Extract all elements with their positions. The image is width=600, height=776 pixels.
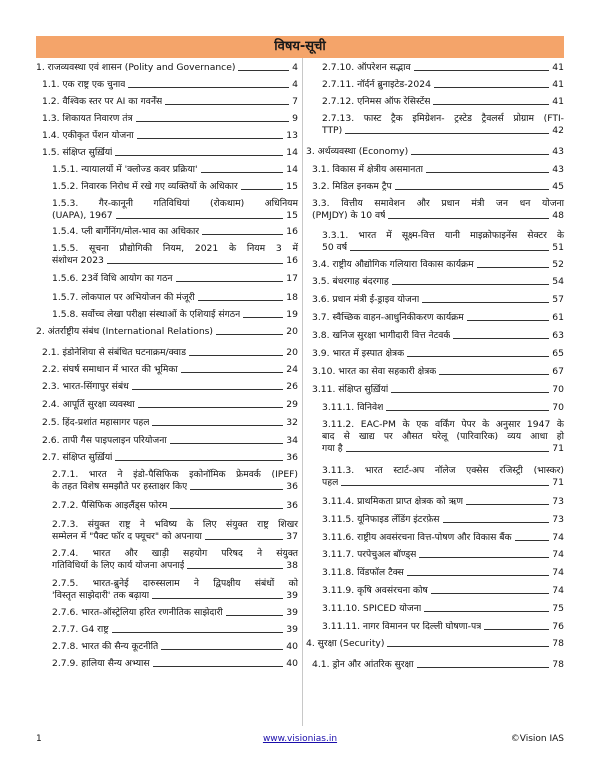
toc-entry[interactable]: [322, 465, 564, 489]
toc-entry[interactable]: [322, 585, 564, 597]
toc-leader: [170, 508, 283, 509]
toc-entry-text: 2.6. तापी गैस पाइपलाइन परियोजना: [42, 435, 167, 446]
toc-page-number: 24: [286, 364, 298, 375]
toc-entry[interactable]: [52, 164, 298, 176]
toc-entry[interactable]: [312, 259, 564, 271]
toc-entry[interactable]: [52, 309, 298, 321]
toc-entry[interactable]: [306, 638, 564, 650]
toc-page-number: 36: [286, 481, 298, 492]
toc-entry[interactable]: [52, 273, 298, 285]
toc-entry-text: 2.7.5. भारत-ब्रुनेई दारुस्सलाम ने द्विपक्षीय संबंधों को: [52, 578, 298, 589]
toc-entry[interactable]: [322, 549, 564, 561]
toc-entry-text: 1.5. संक्षिप्त सुर्ख़ियां: [42, 147, 113, 158]
toc-page-number: 48: [552, 210, 564, 221]
toc-page-number: 73: [552, 496, 564, 507]
toc-leader: [153, 666, 284, 667]
toc-entry-text: 3.11. संक्षिप्त सुर्ख़ियां: [312, 384, 389, 395]
toc-entry-text: 2.7.13. फास्ट ट्रैक इमिग्रेशन- ट्रस्टेड ट्रैवलर्स प्रोग्राम (FTI-: [322, 113, 564, 124]
toc-page-number: 78: [552, 638, 564, 649]
toc-entry-text: 2.4. आपूर्ति सुरक्षा व्यवस्था: [42, 399, 135, 410]
toc-entry-text: 2.7.1. भारत ने इंडो-पैसिफिक इकोनॉमिक फ्रेमवर्क (IPEF): [52, 469, 298, 480]
toc-entry[interactable]: [312, 312, 564, 324]
toc-entry[interactable]: [42, 96, 298, 108]
toc-leader: [216, 334, 283, 335]
toc-entry-text: पहल: [322, 477, 339, 488]
toc-entry-text: 4.1. ड्रोन और आंतरिक सुरक्षा: [312, 659, 414, 670]
toc-entry-text: 2.7.10. ऑपरेशन सद्भाव: [322, 62, 411, 73]
toc-entry-text: 3. अर्थव्यवस्था (Economy): [306, 146, 409, 157]
toc-leader: [341, 485, 549, 486]
toc-entry-text: 2.7.2. पैसिफिक आइलैंड्स फोरम: [52, 500, 168, 511]
toc-page-number: 14: [286, 164, 298, 175]
toc-leader: [426, 172, 549, 173]
toc-entry-text: 3.11.4. प्राथमिकता प्राप्त क्षेत्रक को ऋण: [322, 496, 464, 507]
toc-entry-text: 3.11.3. भारत स्टार्ट-अप नॉलेज एक्सेस रजिस्ट्री (भास्कर): [322, 465, 564, 476]
toc-entry[interactable]: [42, 347, 298, 359]
toc-entry[interactable]: [42, 113, 298, 125]
toc-leader: [411, 154, 549, 155]
toc-leader: [243, 317, 283, 318]
toc-page-number: 14: [286, 147, 298, 158]
toc-page-number: 38: [286, 560, 298, 571]
toc-leader: [241, 189, 284, 190]
toc-entry-text: गया है: [322, 443, 343, 454]
toc-entry-text: 3.11.1. विनिवेश: [322, 402, 384, 413]
toc-entry[interactable]: [42, 452, 298, 464]
toc-leader: [190, 489, 283, 490]
toc-page-number: 74: [552, 532, 564, 543]
copyright: ©Vision IAS: [510, 734, 564, 744]
toc-entry-text: 3.5. बंधरगाह बंदरगाह: [312, 276, 389, 287]
toc-entry[interactable]: [52, 226, 298, 238]
toc-entry[interactable]: [42, 381, 298, 393]
toc-entry-text: 1.5.5. सूचना प्रौद्योगिकी नियम, 2021 के नियम 3 में: [52, 243, 298, 254]
toc-entry[interactable]: [52, 243, 298, 267]
toc-entry-text: 3.11.5. यूनिफाइड लेंडिंग इंटरफ़ेस: [322, 514, 440, 525]
toc-page-number: 17: [286, 273, 298, 284]
toc-right-column: [306, 58, 564, 726]
toc-page-number: 43: [552, 164, 564, 175]
toc-entry[interactable]: [312, 348, 564, 360]
toc-title: विषय-सूची: [36, 36, 564, 58]
toc-page-number: 18: [286, 292, 298, 303]
toc-leader: [467, 320, 550, 321]
toc-entry[interactable]: [322, 532, 564, 544]
toc-entry[interactable]: [322, 113, 564, 137]
toc-entry-text: 'विस्तृत साझेदारी' तक बढ़ाया: [52, 590, 150, 601]
toc-entry-text: 1.5.8. सर्वोच्च लेखा परीक्षा संस्थाओं के एशियाई संगठन: [52, 309, 241, 320]
toc-leader: [417, 667, 550, 668]
toc-leader: [434, 87, 549, 88]
toc-leader: [198, 300, 284, 301]
toc-leader: [205, 539, 283, 540]
toc-entry[interactable]: [36, 62, 298, 74]
page-footer: [36, 734, 564, 746]
toc-entry[interactable]: [36, 326, 298, 338]
toc-entry[interactable]: [52, 658, 298, 670]
toc-entry[interactable]: [322, 402, 564, 414]
toc-entry-text: 3.11.7. परपेचुअल बॉण्ड्स: [322, 549, 417, 560]
toc-leader: [484, 629, 549, 630]
toc-entry-text: 1.5.2. निवारक निरोध में रखे गए व्यक्तियों के अधिकार: [52, 181, 238, 192]
toc-entry-text: 4. सुरक्षा (Security): [306, 638, 385, 649]
toc-leader: [136, 121, 290, 122]
toc-leader: [386, 410, 549, 411]
toc-page-number: 39: [286, 590, 298, 601]
toc-page-number: 41: [552, 62, 564, 73]
toc-entry-text: 2.1. इंडोनेशिया से संबंधित घटनाक्रम/क्वाड: [42, 347, 186, 358]
toc-entry[interactable]: [52, 519, 298, 543]
toc-entry-text: 1.5.6. 23वें विधि आयोग का गठन: [52, 273, 173, 284]
toc-entry-text: 3.11.10. SPICED योजना: [322, 603, 422, 614]
toc-entry-text: 3.3.1. भारत में सूक्ष्म-वित्त यानी माइक्रोफाइनेंस सेक्टर के: [322, 230, 564, 241]
toc-entry[interactable]: [322, 621, 564, 633]
toc-entry[interactable]: [312, 294, 564, 306]
toc-entry-text: 3.7. स्वैच्छिक वाहन-आधुनिकीकरण कार्यक्रम: [312, 312, 464, 323]
toc-entry[interactable]: [52, 624, 298, 636]
toc-entry-text: 50 वर्ष: [322, 242, 348, 253]
toc-entry-text: संशोधन 2023: [52, 255, 104, 266]
toc-page-number: 7: [292, 96, 298, 107]
toc-page-number: 43: [552, 146, 564, 157]
toc-leader: [422, 302, 549, 303]
toc-leader: [477, 267, 550, 268]
toc-entry[interactable]: [322, 230, 564, 254]
toc-entry[interactable]: [322, 567, 564, 579]
toc-page: [36, 36, 564, 726]
toc-page-number: 4: [292, 62, 298, 73]
toc-page-number: 9: [292, 113, 298, 124]
toc-entry-text: 2. अंतर्राष्ट्रीय संबंध (International Relations): [36, 326, 214, 337]
toc-page-number: 74: [552, 585, 564, 596]
toc-leader: [414, 70, 550, 71]
toc-leader: [138, 407, 284, 408]
toc-leader: [439, 374, 549, 375]
toc-entry[interactable]: [312, 164, 564, 176]
toc-page-number: 61: [552, 312, 564, 323]
toc-entry-text: (PMJDY) के 10 वर्ष: [312, 210, 386, 221]
toc-entry-text: के तहत विशेष समझौते पर हस्ताक्षर किए: [52, 481, 188, 492]
toc-page-number: 65: [552, 348, 564, 359]
toc-page-number: 15: [286, 210, 298, 221]
toc-page-number: 15: [286, 181, 298, 192]
toc-entry[interactable]: [42, 130, 298, 142]
toc-page-number: 19: [286, 309, 298, 320]
toc-entry-text: 2.3. भारत-सिंगापुर संबंध: [42, 381, 129, 392]
toc-page-number: 73: [552, 514, 564, 525]
toc-page-number: 71: [552, 477, 564, 488]
toc-page-number: 71: [552, 443, 564, 454]
toc-entry[interactable]: [312, 198, 564, 222]
toc-entry-text: 1.5.1. न्यायालयों में 'क्लोज्ड कवर प्रक्रिया': [52, 164, 198, 175]
toc-entry[interactable]: [42, 435, 298, 447]
toc-entry[interactable]: [312, 659, 564, 671]
toc-page-number: 41: [552, 79, 564, 90]
toc-page-number: 4: [292, 79, 298, 90]
toc-entry-text: 2.5. हिंद-प्रशांत महासागर पहल: [42, 417, 150, 428]
toc-leader: [391, 392, 549, 393]
toc-entry[interactable]: [52, 469, 298, 493]
toc-entry[interactable]: [42, 417, 298, 429]
toc-leader: [345, 133, 549, 134]
toc-entry-text: 3.11.11. नागर विमानन पर दिल्ली घोषणा-पत्र: [322, 621, 482, 632]
toc-page-number: 39: [286, 624, 298, 635]
toc-leader: [187, 568, 283, 569]
toc-entry[interactable]: [42, 364, 298, 376]
toc-entry[interactable]: [52, 198, 298, 222]
toc-entry-text: 1.4. एकीकृत पेंशन योजना: [42, 130, 134, 141]
toc-page-number: 70: [552, 384, 564, 395]
toc-leader: [116, 218, 284, 219]
toc-entry[interactable]: [322, 496, 564, 508]
toc-page-number: 34: [286, 435, 298, 446]
toc-leader: [112, 632, 284, 633]
toc-entry[interactable]: [312, 181, 564, 193]
toc-entry[interactable]: [42, 147, 298, 159]
toc-leader: [176, 281, 284, 282]
toc-entry-text: 3.4. राष्ट्रीय औद्योगिक गलियारा विकास कार्यक्रम: [312, 259, 474, 270]
toc-entry-text: 1.5.3. गैर-कानूनी गतिविधियां (रोकथाम) अधिनियम: [52, 198, 298, 209]
toc-entry-text: (UAPA), 1967: [52, 210, 113, 221]
toc-page-number: 32: [286, 417, 298, 428]
toc-page-number: 36: [286, 452, 298, 463]
toc-entry[interactable]: [52, 578, 298, 602]
toc-leader: [388, 218, 549, 219]
toc-page-number: 54: [552, 276, 564, 287]
toc-leader: [431, 593, 549, 594]
toc-leader: [433, 104, 549, 105]
toc-page-number: 39: [286, 607, 298, 618]
toc-page-number: 63: [552, 330, 564, 341]
toc-page-number: 42: [552, 125, 564, 136]
toc-leader: [115, 460, 283, 461]
toc-entry-text: 3.6. प्रधान मंत्री ई-ड्राइव योजना: [312, 294, 420, 305]
toc-entry-text: 2.7.7. G4 राष्ट्र: [52, 624, 109, 635]
toc-entry-text: 3.11.8. विंडफॉल टैक्स: [322, 567, 404, 578]
toc-page-number: 75: [552, 603, 564, 614]
toc-leader: [515, 540, 550, 541]
toc-entry[interactable]: [52, 607, 298, 619]
toc-entry-text: 1. राजव्यवस्था एवं शासन (Polity and Governance): [36, 62, 236, 73]
toc-page-number: 20: [286, 326, 298, 337]
toc-leader: [453, 338, 549, 339]
toc-page-number: 16: [286, 226, 298, 237]
toc-entry-text: 3.10. भारत का सेवा सहकारी क्षेत्रक: [312, 366, 437, 377]
toc-page-number: 26: [286, 381, 298, 392]
toc-leader: [395, 189, 550, 190]
toc-page-number: 57: [552, 294, 564, 305]
toc-entry-text: 2.2. संघर्ष समाधान में भारत की भूमिका: [42, 364, 178, 375]
toc-leader: [419, 557, 549, 558]
toc-entry[interactable]: [312, 366, 564, 378]
toc-leader: [407, 575, 549, 576]
toc-leader: [466, 504, 549, 505]
toc-entry-text: 3.9. भारत में इस्पात क्षेत्रक: [312, 348, 405, 359]
toc-page-number: 13: [286, 130, 298, 141]
toc-page-number: 41: [552, 96, 564, 107]
toc-entry-text: 2.7.4. भारत और खाड़ी सहयोग परिषद ने संयुक्त: [52, 548, 298, 559]
toc-entry[interactable]: [322, 603, 564, 615]
toc-page-number: 51: [552, 242, 564, 253]
toc-entry-text: बाद से खाद्य पर औसत घरेलू (पारिवारिक) व्यय आधा हो: [322, 431, 564, 442]
toc-leader: [387, 646, 549, 647]
toc-page-number: 76: [552, 621, 564, 632]
toc-page-number: 37: [286, 531, 298, 542]
toc-leader: [392, 284, 550, 285]
toc-leader: [107, 263, 283, 264]
toc-entry[interactable]: [52, 181, 298, 193]
toc-entry-text: 2.7.9. हालिया सैन्य अभ्यास: [52, 658, 150, 669]
website-link[interactable]: www.visionias.in: [262, 734, 338, 744]
toc-entry[interactable]: [52, 641, 298, 653]
toc-page-number: 36: [286, 500, 298, 511]
toc-entry-text: 1.2. वैश्विक स्तर पर AI का गवर्नेंस: [42, 96, 163, 107]
toc-page-number: 74: [552, 567, 564, 578]
toc-entry-text: 1.5.7. लोकपाल पर अभियोजन की मंजूरी: [52, 292, 195, 303]
toc-left-column: [36, 58, 298, 726]
toc-leader: [189, 355, 283, 356]
toc-page-number: 52: [552, 259, 564, 270]
toc-entry-text: 3.3. वित्तीय समावेशन और प्रधान मंत्री जन धन योजना: [312, 198, 564, 209]
column-divider: [302, 58, 303, 726]
toc-leader: [202, 234, 283, 235]
toc-leader: [128, 87, 289, 88]
toc-page-number: 29: [286, 399, 298, 410]
toc-leader: [201, 172, 284, 173]
toc-leader: [161, 649, 283, 650]
toc-leader: [424, 611, 549, 612]
toc-leader: [443, 522, 550, 523]
toc-leader: [152, 598, 283, 599]
toc-entry-text: सम्मेलन में "पैक्ट फॉर द फ्यूचर" को अपनाया: [52, 531, 202, 542]
toc-leader: [170, 443, 284, 444]
toc-entry-text: 3.8. खनिज सुरक्षा भागीदारी वित्त नेटवर्क: [312, 330, 451, 341]
toc-page-number: 40: [286, 641, 298, 652]
toc-entry[interactable]: [52, 500, 298, 512]
toc-leader: [115, 155, 283, 156]
toc-entry[interactable]: [42, 79, 298, 91]
toc-columns: [36, 58, 564, 726]
toc-leader: [181, 372, 284, 373]
toc-page-number: 70: [552, 402, 564, 413]
toc-page-number: 74: [552, 549, 564, 560]
toc-entry[interactable]: [52, 548, 298, 572]
toc-leader: [226, 615, 284, 616]
toc-entry[interactable]: [322, 96, 564, 108]
toc-entry-text: 2.7.11. नॉर्दर्न ब्रुनाइटेड-2024: [322, 79, 431, 90]
toc-entry[interactable]: [42, 399, 298, 411]
toc-entry-text: 3.11.9. कृषि अवसंरचना कोष: [322, 585, 428, 596]
toc-entry-text: 1.3. शिकायत निवारण तंत्र: [42, 113, 133, 124]
toc-entry-text: 1.1. एक राष्ट्र एक चुनाव: [42, 79, 126, 90]
toc-entry[interactable]: [306, 146, 564, 158]
toc-page-number: 20: [286, 347, 298, 358]
toc-leader: [407, 356, 549, 357]
toc-entry-text: 3.11.2. EAC-PM के एक वर्किंग पेपर के अनुसार 1947 के: [322, 419, 564, 430]
toc-leader: [238, 70, 289, 71]
toc-entry-text: 1.5.4. प्ली बार्गेनिंग/मोल-भाव का अधिकार: [52, 226, 200, 237]
toc-entry[interactable]: [322, 419, 564, 455]
page-number: 1: [36, 734, 42, 744]
toc-entry-text: 2.7.3. संयुक्त राष्ट्र ने भविष्य के लिए संयुक्त राष्ट्र शिखर: [52, 519, 298, 530]
toc-leader: [346, 451, 550, 452]
toc-leader: [137, 138, 284, 139]
toc-leader: [152, 425, 283, 426]
toc-page-number: 16: [286, 255, 298, 266]
toc-page-number: 45: [552, 181, 564, 192]
toc-entry[interactable]: [322, 62, 564, 74]
toc-leader: [132, 389, 284, 390]
toc-entry-text: TTP): [322, 125, 343, 136]
toc-page-number: 78: [552, 659, 564, 670]
toc-entry-text: 3.2. मिडिल इनकम ट्रैप: [312, 181, 392, 192]
toc-entry-text: 2.7. संक्षिप्त सुर्ख़ियां: [42, 452, 113, 463]
toc-entry[interactable]: [322, 514, 564, 526]
toc-entry[interactable]: [52, 292, 298, 304]
toc-entry-text: 3.11.6. राष्ट्रीय अवसंरचना वित्त-पोषण और विकास बैंक: [322, 532, 512, 543]
toc-entry-text: 2.7.12. एनिमस ऑफ रेसिस्टेंस: [322, 96, 431, 107]
toc-entry[interactable]: [312, 384, 564, 396]
toc-entry-text: 3.1. विकास में क्षेत्रीय असमानता: [312, 164, 424, 175]
toc-entry[interactable]: [312, 276, 564, 288]
toc-leader: [350, 250, 549, 251]
toc-entry[interactable]: [312, 330, 564, 342]
toc-entry[interactable]: [322, 79, 564, 91]
toc-leader: [165, 104, 289, 105]
toc-page-number: 67: [552, 366, 564, 377]
toc-page-number: 40: [286, 658, 298, 669]
toc-entry-text: 2.7.8. भारत की सैन्य कूटनीति: [52, 641, 159, 652]
toc-entry-text: 2.7.6. भारत-ऑस्ट्रेलिया हरित रणनीतिक साझेदारी: [52, 607, 223, 618]
toc-entry-text: गतिविधियों के लिए कार्य योजना अपनाई: [52, 560, 185, 571]
